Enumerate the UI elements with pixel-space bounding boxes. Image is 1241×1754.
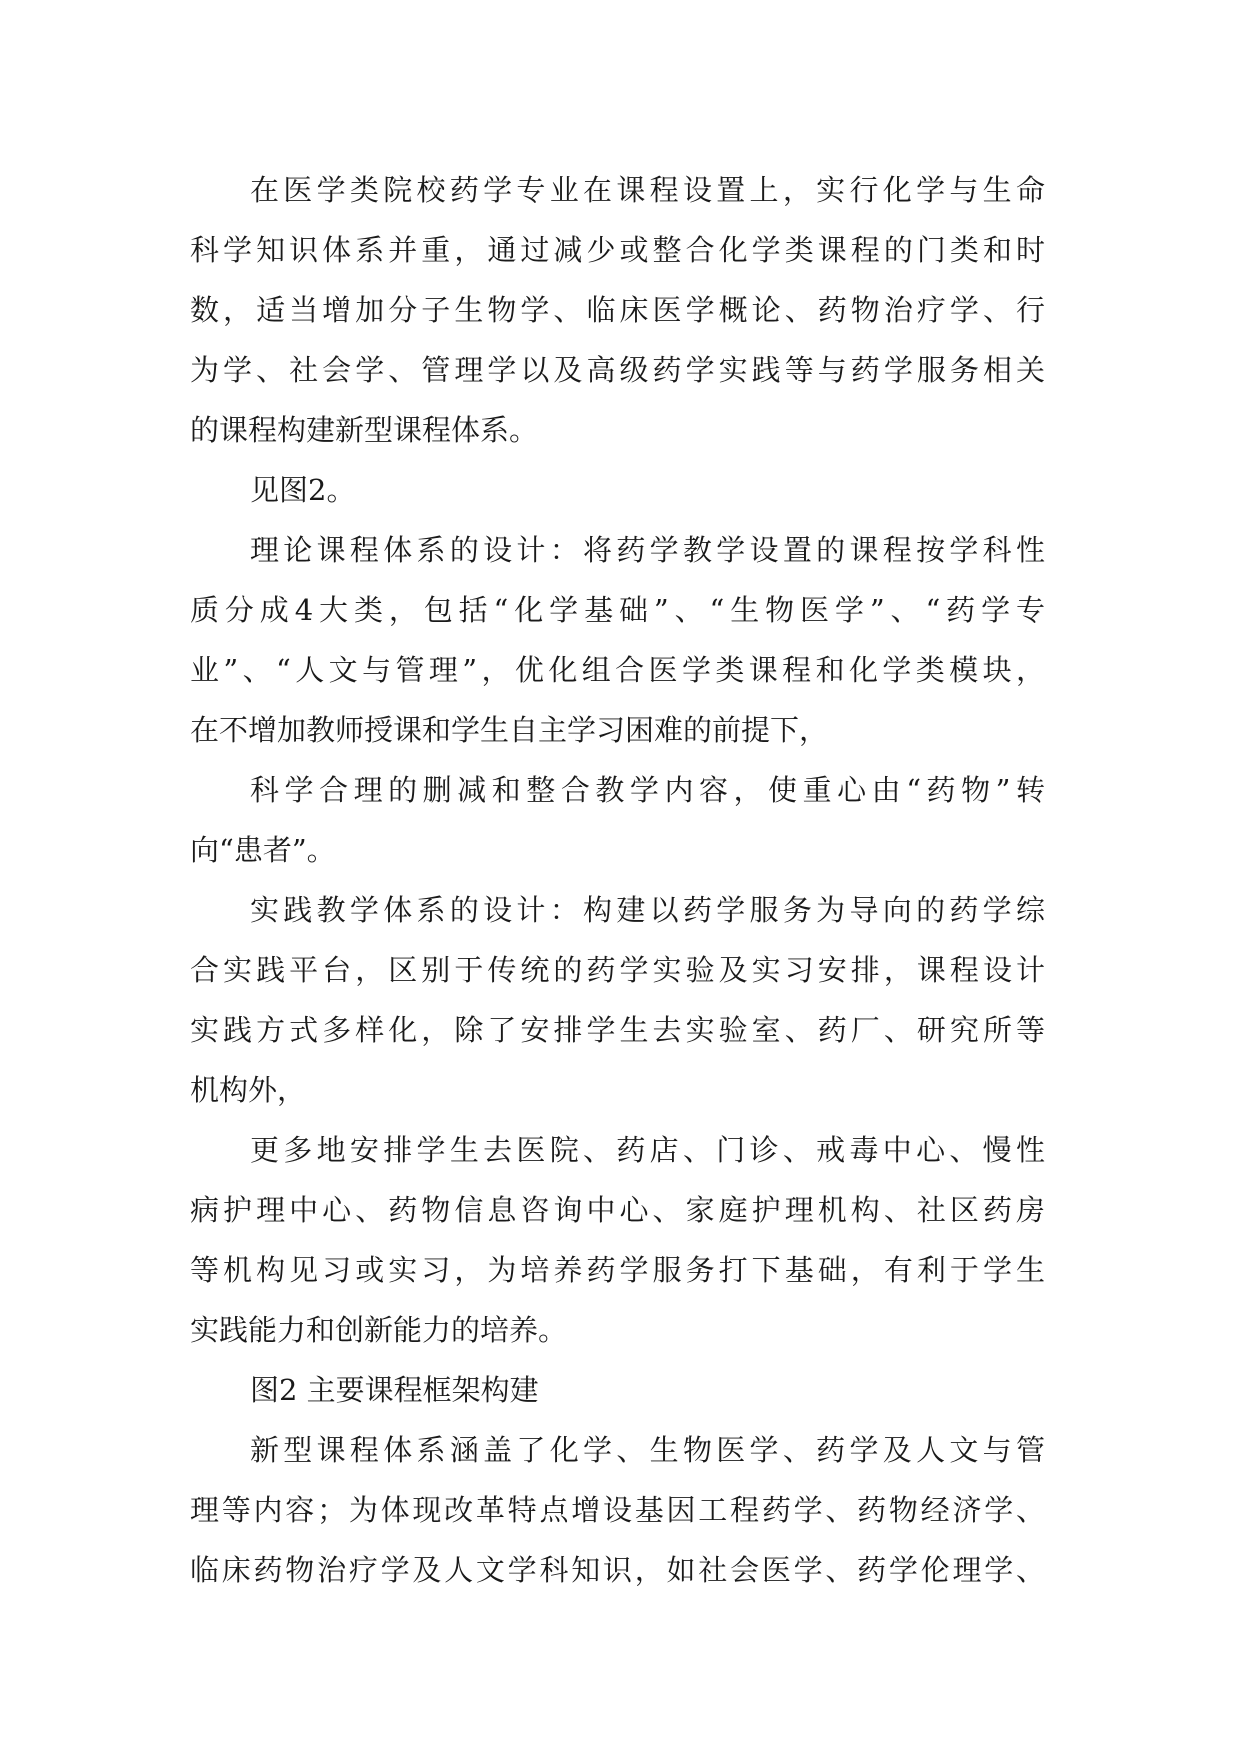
paragraph-line: 更多地安排学生去医院、药店、门诊、戒毒中心、慢性 <box>250 1133 1045 1167</box>
paragraph-line: 为学、社会学、管理学以及高级药学实践等与药学服务相关 <box>190 353 1045 387</box>
paragraph-line: 在医学类院校药学专业在课程设置上，实行化学与生命 <box>250 173 1045 207</box>
paragraph-line: 质分成4大类，包括“化学基础”、“生物医学”、“药学专 <box>190 593 1045 627</box>
paragraph-line: 机构外， <box>190 1073 307 1107</box>
paragraph-line: 实践方式多样化，除了安排学生去实验室、药厂、研究所等 <box>190 1013 1045 1047</box>
paragraph-line: 新型课程体系涵盖了化学、生物医学、药学及人文与管 <box>250 1433 1045 1467</box>
body-text <box>190 160 1045 1600</box>
paragraph-line: 理等内容；为体现改革特点增设基因工程药学、药物经济学、 <box>190 1493 1045 1527</box>
paragraph-line: 科学知识体系并重，通过减少或整合化学类课程的门类和时 <box>190 233 1045 267</box>
paragraph-line: 理论课程体系的设计：将药学教学设置的课程按学科性 <box>250 533 1045 567</box>
paragraph-line: 科学合理的删减和整合教学内容，使重心由“药物”转 <box>250 773 1045 807</box>
paragraph-line: 见图2。 <box>250 473 356 507</box>
paragraph-line: 在不增加教师授课和学生自主学习困难的前提下， <box>190 713 829 747</box>
paragraph-line: 病护理中心、药物信息咨询中心、家庭护理机构、社区药房 <box>190 1193 1045 1227</box>
paragraph-line: 向“患者”。 <box>190 833 336 867</box>
paragraph-line: 合实践平台，区别于传统的药学实验及实习安排，课程设计 <box>190 953 1045 987</box>
paragraph-line: 临床药物治疗学及人文学科知识，如社会医学、药学伦理学、 <box>190 1553 1045 1587</box>
paragraph-line: 等机构见习或实习，为培养药学服务打下基础，有利于学生 <box>190 1253 1045 1287</box>
paragraph-line: 数，适当增加分子生物学、临床医学概论、药物治疗学、行 <box>190 293 1045 327</box>
paragraph-line: 的课程构建新型课程体系。 <box>190 413 539 447</box>
paragraph-line: 实践教学体系的设计：构建以药学服务为导向的药学综 <box>250 893 1045 927</box>
paragraph-line: 实践能力和创新能力的培养。 <box>190 1313 568 1347</box>
figure-caption: 图2 主要课程框架构建 <box>250 1373 539 1407</box>
paragraph-line: 业”、“人文与管理”，优化组合医学类课程和化学类模块， <box>190 653 1045 687</box>
